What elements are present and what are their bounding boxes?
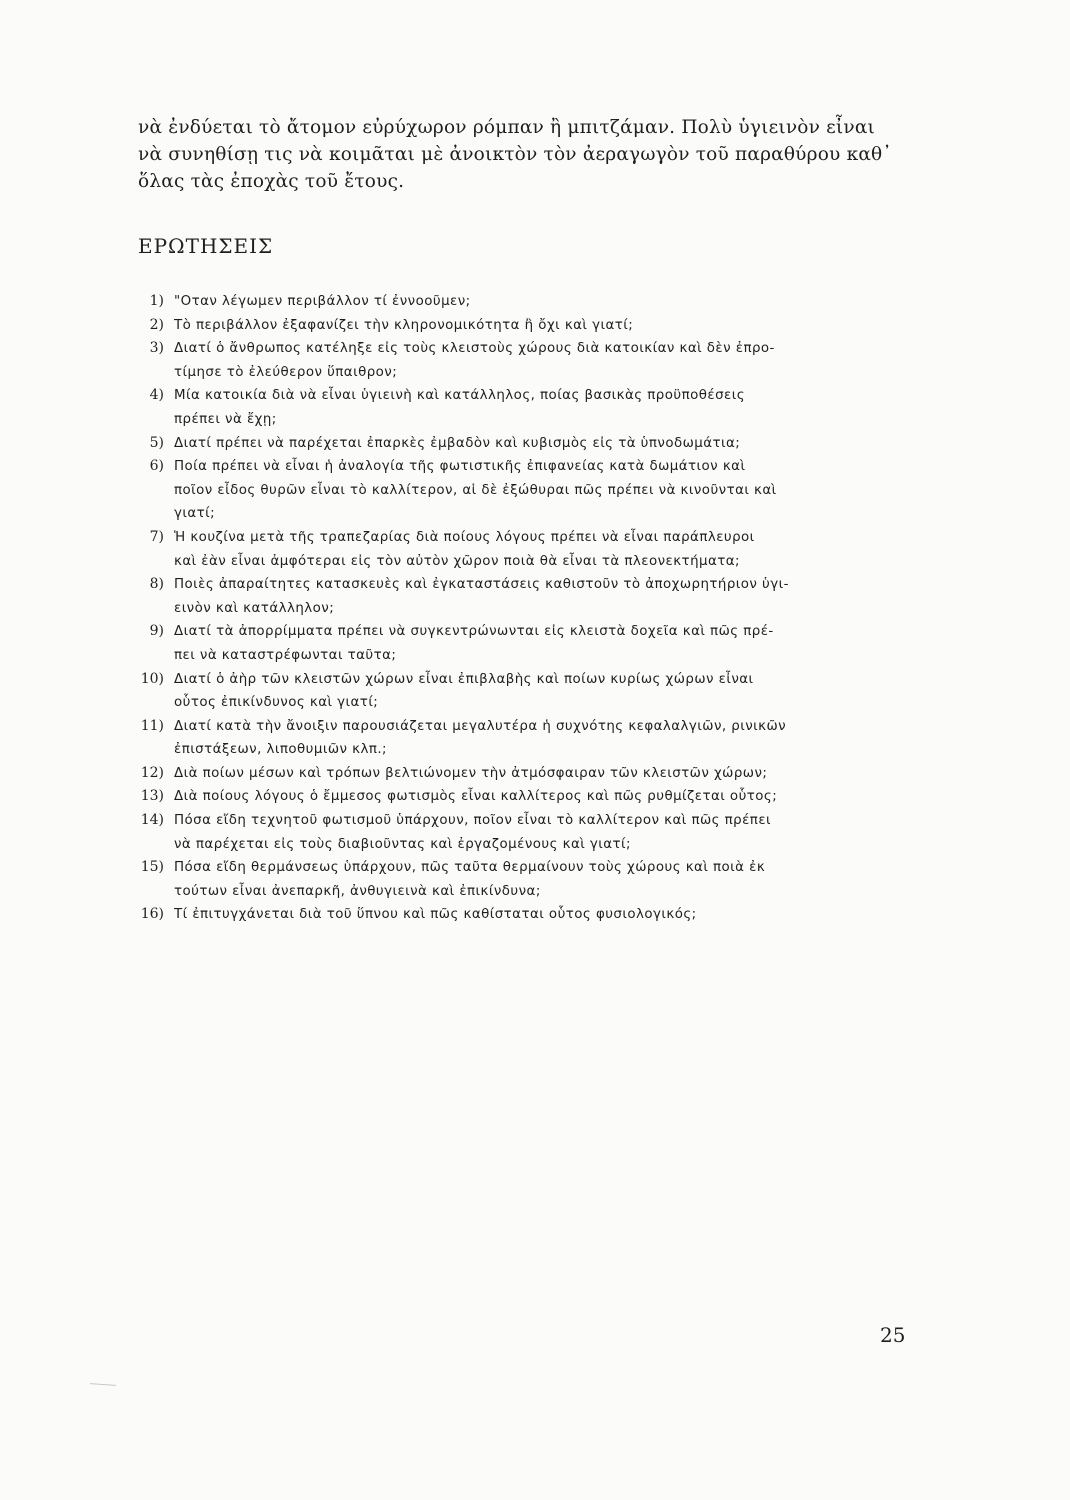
question-text-line: Διατί τὰ ἀπορρίμματα πρέπει νὰ συγκεντρώνωνται εἰς κλειστὰ δοχεῖα καὶ πῶς πρέ- bbox=[174, 624, 774, 640]
question-item bbox=[130, 809, 910, 856]
question-text-line: καὶ ἐὰν εἶναι ἀμφότεραι εἰς τὸν αὐτὸν χῶρον ποιὰ θὰ εἶναι τὰ πλεονεκτήματα; bbox=[174, 553, 741, 569]
question-number: 14) bbox=[140, 812, 164, 829]
question-text-line: ἐπιστάξεων, λιποθυμιῶν κλπ.; bbox=[174, 742, 388, 758]
question-item bbox=[130, 573, 910, 620]
question-text-line: Ἡ κουζίνα μετὰ τῆς τραπεζαρίας διὰ ποίους λόγους πρέπει νὰ εἶναι παράπλευροι bbox=[174, 529, 755, 545]
question-text-line: Διὰ ποίους λόγους ὁ ἔμμεσος φωτισμὸς εἶναι καλλίτερος καὶ πῶς ρυθμίζεται οὗτος; bbox=[174, 789, 778, 805]
question-number: 16) bbox=[140, 906, 164, 923]
question-item bbox=[130, 526, 910, 573]
question-text-line: Διατί ὁ ἀὴρ τῶν κλειστῶν χώρων εἶναι ἐπιβλαβὴς καὶ ποίων κυρίως χώρων εἶναι bbox=[174, 671, 754, 687]
question-text-line: γιατί; bbox=[174, 506, 216, 522]
question-text-line: Πόσα εἴδη θερμάνσεως ὑπάρχουν, πῶς ταῦτα θερμαίνουν τοὺς χώρους καὶ ποιὰ ἐκ bbox=[174, 860, 766, 876]
question-number: 1) bbox=[149, 293, 164, 309]
question-number: 5) bbox=[149, 434, 164, 451]
question-item bbox=[130, 337, 910, 384]
question-text-line: Διὰ ποίων μέσων καὶ τρόπων βελτιώνομεν τὴν ἀτμόσφαιραν τῶν κλειστῶν χώρων; bbox=[174, 765, 768, 781]
question-text-line: Διατί ὁ ἄνθρωπος κατέληξε εἰς τοὺς κλειστοὺς χώρους διὰ κατοικίαν καὶ δὲν ἐπρο- bbox=[174, 341, 775, 357]
question-number: 9) bbox=[149, 623, 164, 640]
question-text-line: Ποιὲς ἀπαραίτητες κατασκευὲς καὶ ἐγκαταστάσεις καθιστοῦν τὸ ἀποχωρητήριον ὑγι- bbox=[174, 577, 789, 593]
question-number: 6) bbox=[149, 458, 164, 475]
intro-line: νὰ ἐνδύεται τὸ ἄτομον εὐρύχωρον ρόμπαν ἢ μπιτζάμαν. Πολὺ ὑγιεινὸν εἶναι bbox=[138, 117, 875, 138]
question-item bbox=[130, 856, 910, 903]
question-number: 12) bbox=[140, 764, 164, 781]
question-item bbox=[130, 455, 910, 526]
question-item bbox=[130, 620, 910, 667]
question-item bbox=[130, 903, 910, 927]
question-item bbox=[130, 762, 910, 786]
question-text-line: "Οταν λέγωμεν περιβάλλον τί ἐννοοῦμεν; bbox=[174, 294, 471, 309]
question-number: 11) bbox=[140, 717, 164, 734]
questions-list bbox=[130, 290, 910, 927]
question-text-line: οὗτος ἐπικίνδυνος καὶ γιατί; bbox=[174, 695, 379, 711]
question-text-line: Τί ἐπιτυγχάνεται διὰ τοῦ ὕπνου καὶ πῶς καθίσταται οὗτος φυσιολογικός; bbox=[174, 907, 697, 923]
question-text-line: ποῖον εἶδος θυρῶν εἶναι τὸ καλλίτερον, αἱ δὲ ἐξώθυραι πῶς πρέπει νὰ κινοῦνται καὶ bbox=[174, 482, 777, 498]
question-text-line: τίμησε τὸ ἐλεύθερον ὕπαιθρον; bbox=[174, 364, 398, 380]
question-item bbox=[130, 314, 910, 338]
page-number: 25 bbox=[880, 1323, 906, 1347]
question-number: 13) bbox=[140, 788, 164, 805]
question-text-line: πει νὰ καταστρέφωνται ταῦτα; bbox=[174, 647, 397, 663]
question-item bbox=[130, 384, 910, 431]
question-text-line: τούτων εἶναι ἀνεπαρκῆ, ἀνθυγιεινὰ καὶ ἐπικίνδυνα; bbox=[174, 883, 541, 899]
section-heading: ΕΡΩΤΗΣΕΙΣ bbox=[138, 234, 274, 258]
question-text-line: Τὸ περιβάλλον ἐξαφανίζει τὴν κληρονομικότητα ἢ ὄχι καὶ γιατί; bbox=[174, 317, 634, 333]
question-number: 10) bbox=[140, 670, 164, 687]
question-item bbox=[130, 715, 910, 762]
question-number: 3) bbox=[149, 340, 164, 357]
question-item bbox=[130, 290, 910, 314]
question-text-line: Μία κατοικία διὰ νὰ εἶναι ὑγιεινὴ καὶ κατάλληλος, ποίας βασικὰς προϋποθέσεις bbox=[174, 388, 746, 404]
question-text-line: Ποία πρέπει νὰ εἶναι ἡ ἀναλογία τῆς φωτιστικῆς ἐπιφανείας κατὰ δωμάτιον καὶ bbox=[174, 459, 746, 475]
question-text-line: νὰ παρέχεται εἰς τοὺς διαβιοῦντας καὶ ἐργαζομένους καὶ γιατί; bbox=[174, 836, 632, 852]
question-item bbox=[130, 432, 910, 456]
intro-line: ὅλας τὰς ἐποχὰς τοῦ ἔτους. bbox=[138, 171, 405, 192]
question-item bbox=[130, 668, 910, 715]
question-number: 8) bbox=[149, 576, 164, 593]
question-text-line: Διατί κατὰ τὴν ἄνοιξιν παρουσιάζεται μεγαλυτέρα ἡ συχνότης κεφαλαλγιῶν, ρινικῶν bbox=[174, 718, 787, 734]
question-text-line: Διατί πρέπει νὰ παρέχεται ἐπαρκὲς ἐμβαδὸν καὶ κυβισμὸς εἰς τὰ ὑπνοδωμάτια; bbox=[174, 435, 741, 451]
question-text-line: πρέπει νὰ ἔχῃ; bbox=[174, 411, 277, 427]
intro-paragraph bbox=[138, 114, 908, 195]
question-number: 15) bbox=[140, 859, 164, 876]
scan-mark bbox=[90, 1382, 120, 1388]
question-item bbox=[130, 785, 910, 809]
question-text-line: εινὸν καὶ κατάλληλον; bbox=[174, 600, 335, 616]
intro-line: νὰ συνηθίσῃ τις νὰ κοιμᾶται μὲ ἀνοικτὸν τὸν ἀεραγωγὸν τοῦ παραθύρου καθ᾽ bbox=[138, 144, 892, 165]
question-number: 2) bbox=[149, 316, 164, 333]
question-number: 4) bbox=[149, 387, 164, 404]
question-text-line: Πόσα εἴδη τεχνητοῦ φωτισμοῦ ὑπάρχουν, ποῖον εἶναι τὸ καλλίτερον καὶ πῶς πρέπει bbox=[174, 813, 771, 829]
question-number: 7) bbox=[149, 528, 164, 545]
